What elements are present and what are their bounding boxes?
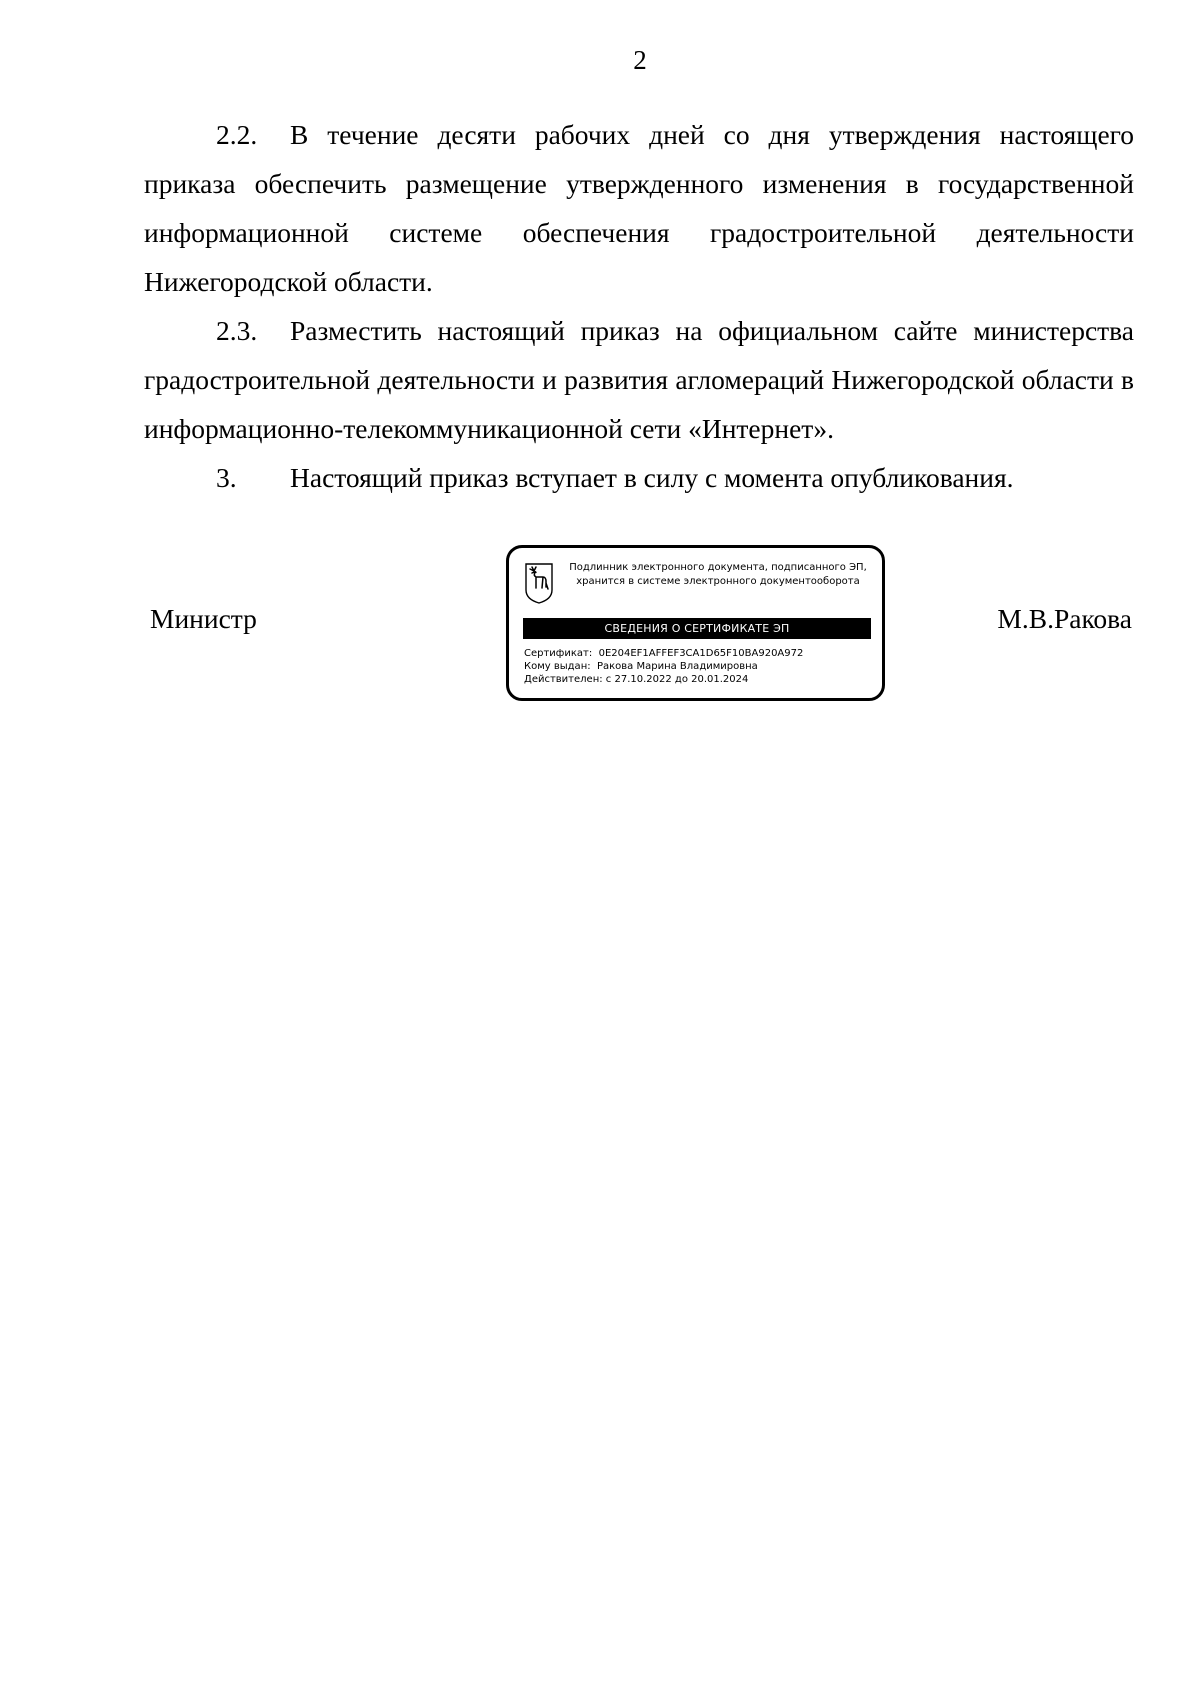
paragraph-2-2 <box>144 110 1134 306</box>
issued-to-label: Кому выдан: <box>524 661 591 672</box>
certificate-value: 0E204EF1AFFEF3CA1D65F10BA920A972 <box>598 648 804 659</box>
stamp-title-bar: СВЕДЕНИЯ О СЕРТИФИКАТЕ ЭП <box>523 618 871 639</box>
certificate-label: Сертификат: <box>524 648 593 659</box>
page-number: 2 <box>633 45 647 75</box>
paragraph-text: В течение десяти рабочих дней со дня утверждения настоящего приказа обеспечить размещение утвержденного изменения в государственной информационной системе обеспечения градостроительной деятельности Нижегородской области. <box>144 119 1134 297</box>
stamp-details <box>524 647 874 686</box>
issued-to-line <box>524 660 874 673</box>
paragraph-number: 2.2. <box>216 119 258 150</box>
issued-to-value: Ракова Марина Владимировна <box>596 661 758 672</box>
paragraph-text: Разместить настоящий приказ на официальном сайте министерства градостроительной деятельности и развития агломераций Нижегородской области в информационно-телекоммуникационной сети «Интернет». <box>144 315 1134 444</box>
certificate-line <box>524 647 874 660</box>
paragraph-number: 2.3. <box>216 315 258 346</box>
paragraph-2-3 <box>144 306 1134 453</box>
validity-value: с 27.10.2022 до 20.01.2024 <box>605 674 749 685</box>
signer-position: Министр <box>150 603 257 634</box>
electronic-signature-stamp <box>506 545 885 701</box>
signature-block <box>0 545 1200 715</box>
paragraph-3 <box>144 453 1134 502</box>
signer-name: М.В.Ракова <box>997 603 1132 634</box>
document-body <box>144 110 1134 502</box>
stamp-header <box>559 561 877 589</box>
stamp-header-line: хранится в системе электронного документооборота <box>576 576 860 587</box>
deer-emblem-icon <box>524 562 554 604</box>
validity-label: Действителен: <box>524 674 603 685</box>
validity-line <box>524 673 874 686</box>
paragraph-number: 3. <box>216 462 237 493</box>
paragraph-text: Настоящий приказ вступает в силу с момента опубликования. <box>290 462 1014 493</box>
stamp-header-line: Подлинник электронного документа, подписанного ЭП, <box>569 562 867 573</box>
